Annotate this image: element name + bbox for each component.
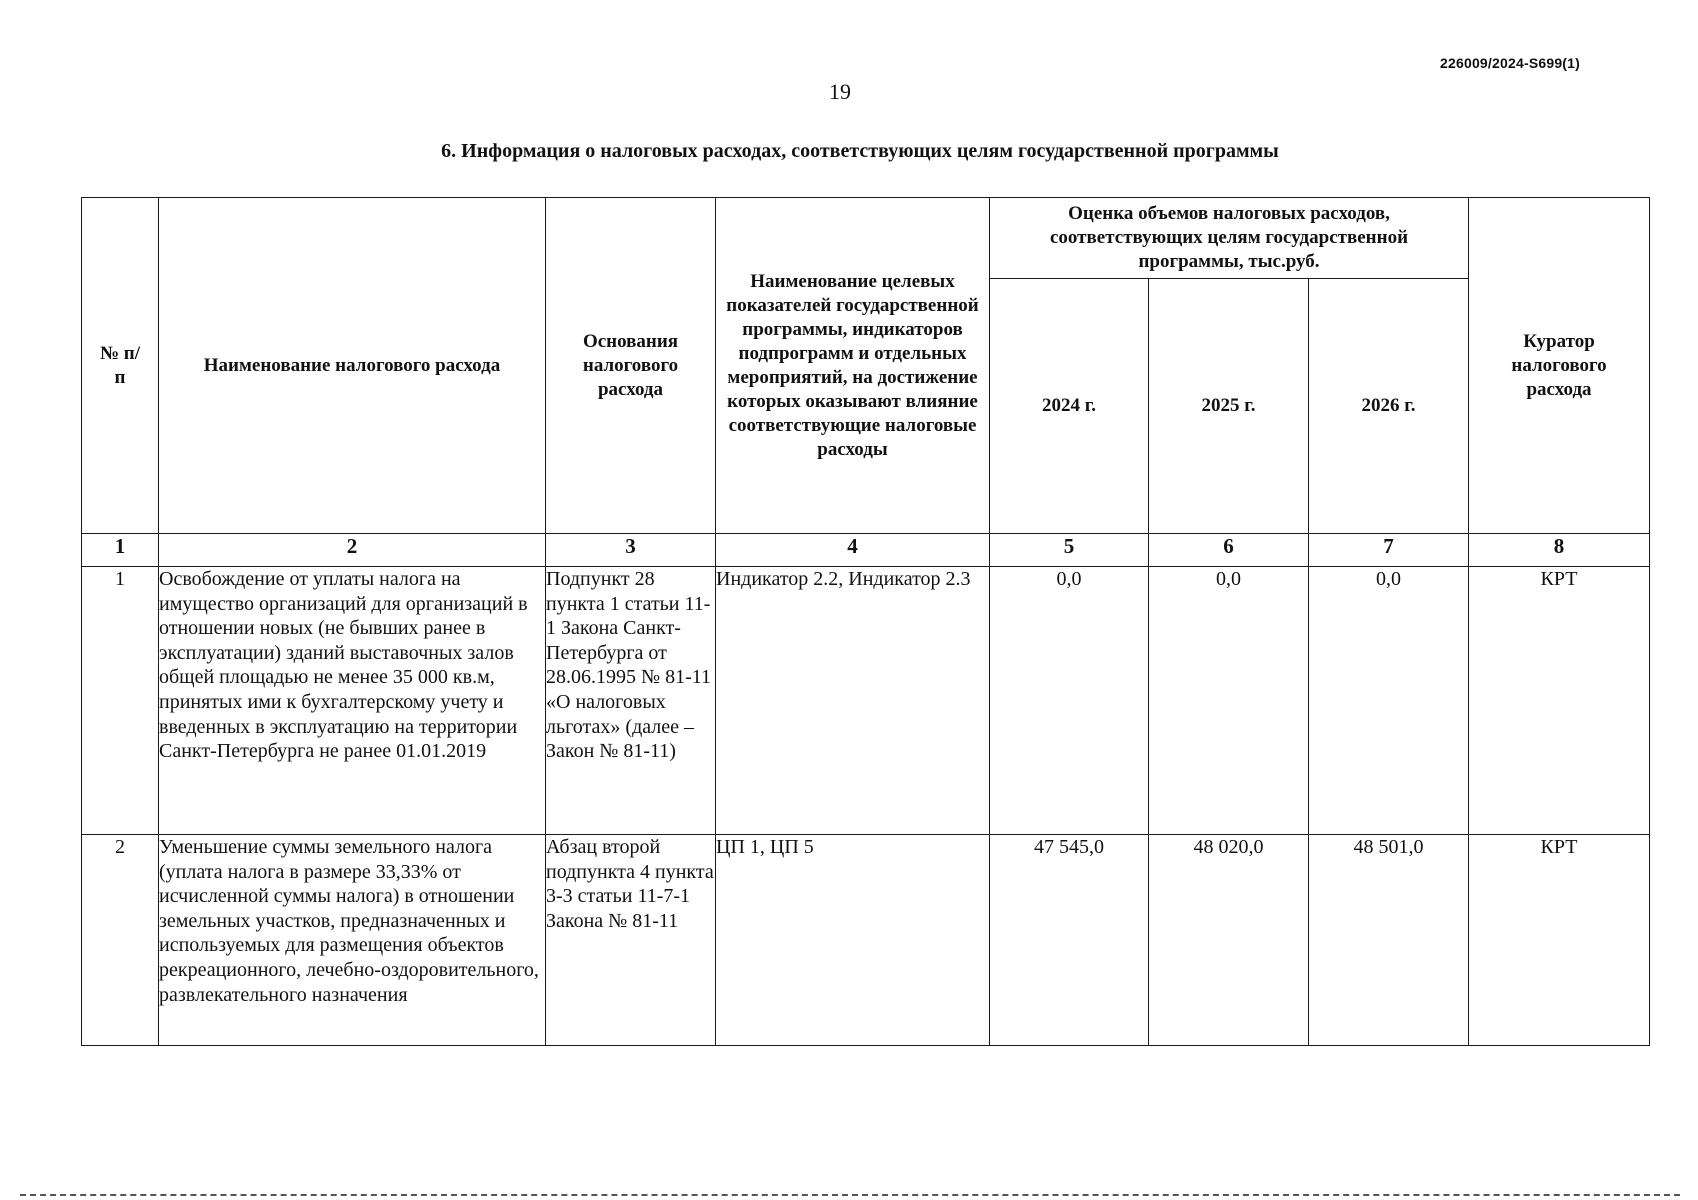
table-row bbox=[82, 567, 1650, 835]
value-2026: 48 501,0 bbox=[1309, 835, 1469, 1046]
column-number: 6 bbox=[1149, 534, 1309, 567]
value-2025: 48 020,0 bbox=[1149, 835, 1309, 1046]
curator: КРТ bbox=[1469, 567, 1650, 835]
tax-expenditure-name: Уменьшение суммы земельного налога (уплата налога в размере 33,33% от исчисленной суммы налога) в отношении земельных участков, предназначенных и используемых для размещения объектов рекреационного, лечебно-оздоровительного, развлекательного назначения bbox=[159, 835, 546, 1046]
tax-expenditure-basis: Подпункт 28 пункта 1 статьи 11-1 Закона Санкт-Петербурга от 28.06.1995 № 81-11 «О налоговых льготах» (далее – Закон № 81-11) bbox=[546, 567, 716, 835]
header-indicators: Наименование целевых показателей государственной программы, индикаторов подпрограмм и отдельных мероприятий, на достижение которых оказывают влияние соответствующие налоговые расходы bbox=[716, 198, 990, 534]
column-number: 1 bbox=[82, 534, 159, 567]
header-num: № п/п bbox=[82, 198, 159, 534]
target-indicators: Индикатор 2.2, Индикатор 2.3 bbox=[716, 567, 990, 835]
target-indicators: ЦП 1, ЦП 5 bbox=[716, 835, 990, 1046]
section-title: 6. Информация о налоговых расходах, соответствующих целям государственной программы bbox=[441, 140, 1279, 162]
page-number: 19 bbox=[829, 79, 851, 104]
header-year-2024: 2024 г. bbox=[990, 279, 1149, 534]
column-number: 8 bbox=[1469, 534, 1650, 567]
value-2026: 0,0 bbox=[1309, 567, 1469, 835]
column-numbers-row bbox=[82, 534, 1650, 567]
tax-expenditure-name: Освобождение от уплаты налога на имущество организаций для организаций в отношении новых (не бывших ранее в эксплуатации) зданий выставочных залов общей площадью не менее 35 000 кв.м, принятых ими к бухгалтерскому учету и введенных в эксплуатацию на территории Санкт-Петербурга не ранее 01.01.2019 bbox=[159, 567, 546, 835]
column-number: 3 bbox=[546, 534, 716, 567]
column-number: 4 bbox=[716, 534, 990, 567]
column-number: 5 bbox=[990, 534, 1149, 567]
header-year-2025: 2025 г. bbox=[1149, 279, 1309, 534]
tax-expenditures-table bbox=[81, 197, 1650, 1046]
document-id: 226009/2024-S699(1) bbox=[1440, 55, 1581, 71]
header-curator: Куратор налогового расхода bbox=[1469, 198, 1650, 534]
header-basis: Основания налогового расхода bbox=[546, 198, 716, 534]
table-row bbox=[82, 835, 1650, 1046]
row-number: 1 bbox=[82, 567, 159, 835]
value-2024: 0,0 bbox=[990, 567, 1149, 835]
tax-expenditure-basis: Абзац второй подпункта 4 пункта 3-3 статьи 11-7-1 Закона № 81-11 bbox=[546, 835, 716, 1046]
header-estimate: Оценка объемов налоговых расходов, соответствующих целям государственной программы, тыс.руб. bbox=[990, 198, 1469, 279]
value-2025: 0,0 bbox=[1149, 567, 1309, 835]
row-number: 2 bbox=[82, 835, 159, 1046]
value-2024: 47 545,0 bbox=[990, 835, 1149, 1046]
column-number: 2 bbox=[159, 534, 546, 567]
header-year-2026: 2026 г. bbox=[1309, 279, 1469, 534]
header-name: Наименование налогового расхода bbox=[159, 198, 546, 534]
column-number: 7 bbox=[1309, 534, 1469, 567]
page-bottom-edge bbox=[20, 1194, 1680, 1198]
curator: КРТ bbox=[1469, 835, 1650, 1046]
